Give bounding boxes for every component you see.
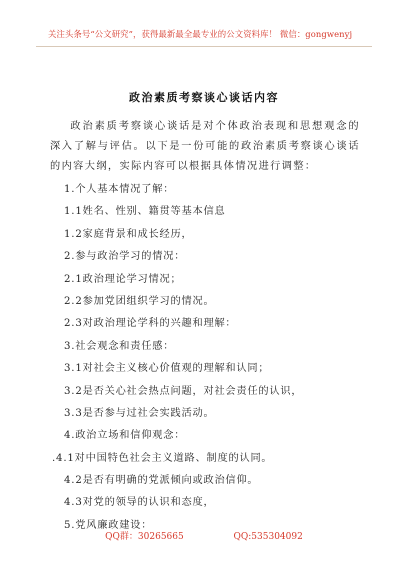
footer-qq: QQ:535304092 <box>233 532 303 542</box>
outline-item: 3.3是否参与过社会实践活动。 <box>64 407 215 419</box>
outline-item: 2.参与政治学习的情况： <box>64 251 186 263</box>
outline-item: 2.2参加党团组织学习的情况。 <box>64 295 215 307</box>
footer-contact <box>0 531 408 543</box>
outline-item: .4.1对中国特色社会主义道路、制度的认同。 <box>52 452 273 464</box>
footer-qq-group: QQ群：30265665 <box>105 532 184 542</box>
outline-item: 4.政治立场和信仰观念： <box>64 430 186 442</box>
header-divider <box>36 46 372 47</box>
outline-item: 4.2是否有明确的党派倾向或政治信仰。 <box>64 475 259 487</box>
outline-item: 5.党风廉政建设： <box>64 519 153 531</box>
outline-item: 3.社会观念和责任感： <box>64 340 175 352</box>
outline-item: 1.个人基本情况了解： <box>64 184 175 195</box>
outline-item: 3.1对社会主义核心价值观的理解和认同； <box>64 363 270 375</box>
outline-item: 3.2是否关心社会热点问题，对社会责任的认识， <box>64 385 303 397</box>
outline-list <box>50 179 360 537</box>
outline-item: 2.1政治理论学习情况； <box>64 273 182 285</box>
outline-item: 4.3对党的领导的认识和态度， <box>64 497 215 509</box>
outline-item: 1.2家庭背景和成长经历， <box>64 228 193 240</box>
intro-paragraph: 政治素质考察谈心谈话是对个体政治表现和思想观念的深入了解与评估。以下是一份可能的政治素质考察谈心谈话的内容大纲，实际内容可以根据具体情况进行调整： <box>50 121 360 172</box>
outline-item: 2.3对政治理论学科的兴趣和理解： <box>64 318 237 330</box>
header-banner: 关注头条号“公文研究”，获得最新最全最专业的公文资料库！ 微信：gongwenyj <box>48 29 353 39</box>
document-body <box>50 117 360 537</box>
document-title: 政治素质考察谈心谈话内容 <box>129 91 279 104</box>
outline-item: 1.1姓名、性别、籍贯等基本信息 <box>64 206 226 218</box>
